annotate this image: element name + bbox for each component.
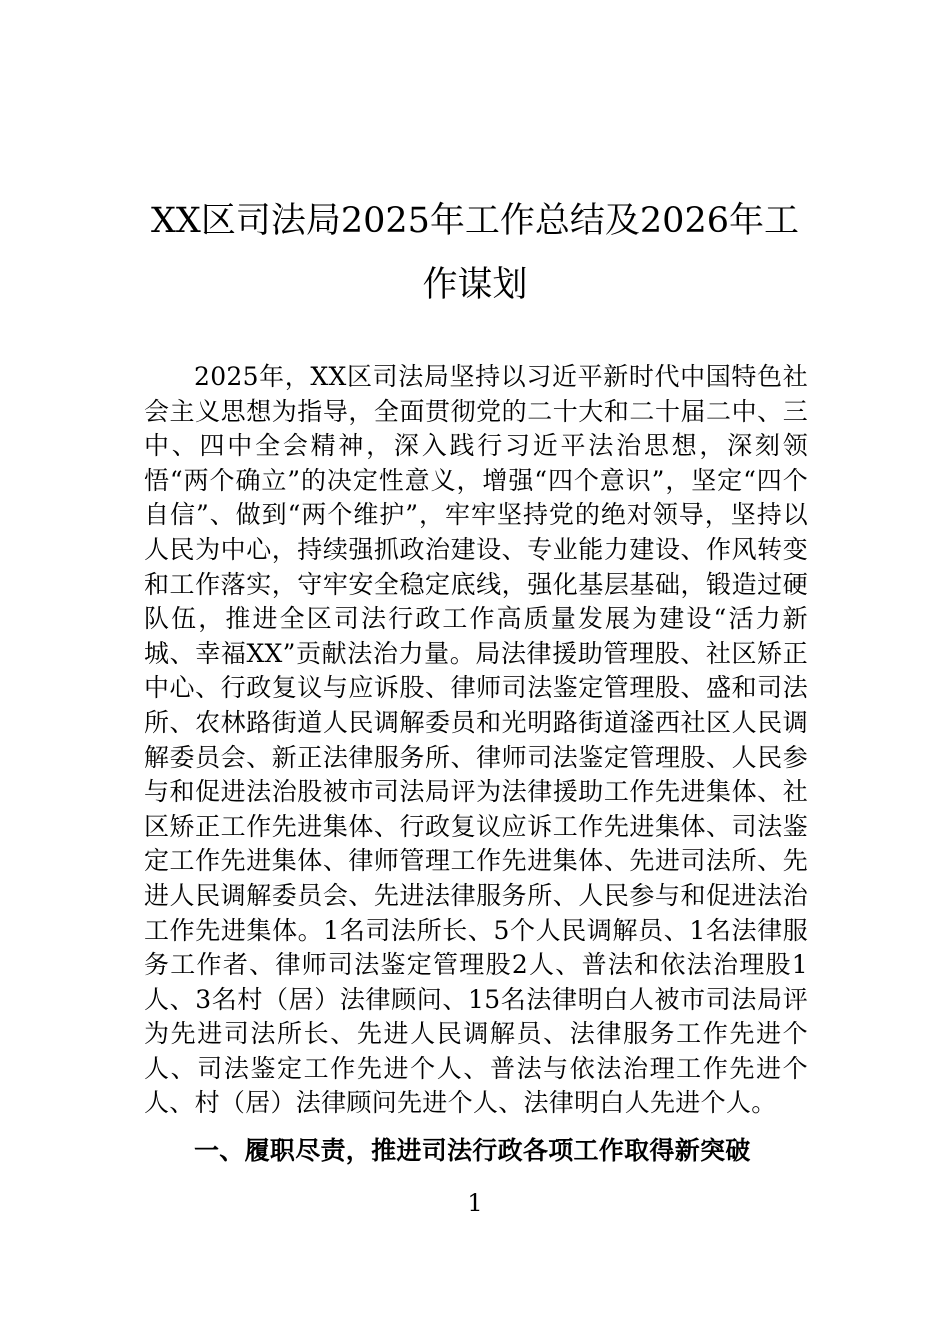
body-paragraph: 2025年，XX区司法局坚持以习近平新时代中国特色社会主义思想为指导，全面贯彻党的二十大和二十届二中、三中、四中全会精神，深入践行习近平法治思想，深刻领悟“两个确立”的决定性意义，增强“四个意识”，坚定“四个自信”、做到“两个维护”，牢牢坚持党的绝对领导，坚持以人民为中心，持续强抓政治建设、专业能力建设、作风转变和工作落实，守牢安全稳定底线，强化基层基础，锻造过硬队伍，推进全区司法行政工作高质量发展为建设“活力新城、幸福XX”贡献法治力量。局法律援助管理股、社区矫正中心、行政复议与应诉股、律师司法鉴定管理股、盛和司法所、农林路街道人民调解委员和光明路街道滏西社区人民调解委员会、新正法律服务所、律师司法鉴定管理股、人民参与和促进法治股被市司法局评为法律援助工作先进集体、社区矫正工作先进集体、行政复议应诉工作先进集体、司法鉴定工作先进集体、律师管理工作先进集体、先进司法所、先进人民调解委员会、先进法律服务所、人民参与和促进法治工作先进集体。1名司法所长、5个人民调解员、1名法律服务工作者、律师司法鉴定管理股2人、普法和依法治理股1人、3名村（居）法律顾问、15名法律明白人被市司法局评为先进司法所长、先进人民调解员、法律服务工作先进个人、司法鉴定工作先进个人、普法与依法治理工作先进个人、村（居）法律顾问先进个人、法律明白人先进个人。 [144,362,808,1118]
page-number: 1 [467,1189,483,1217]
section-heading: 一、履职尽责，推进司法行政各项工作取得新突破 [194,1136,751,1165]
document-title: XX区司法局2025年工作总结及2026年工作谋划 [151,201,799,306]
